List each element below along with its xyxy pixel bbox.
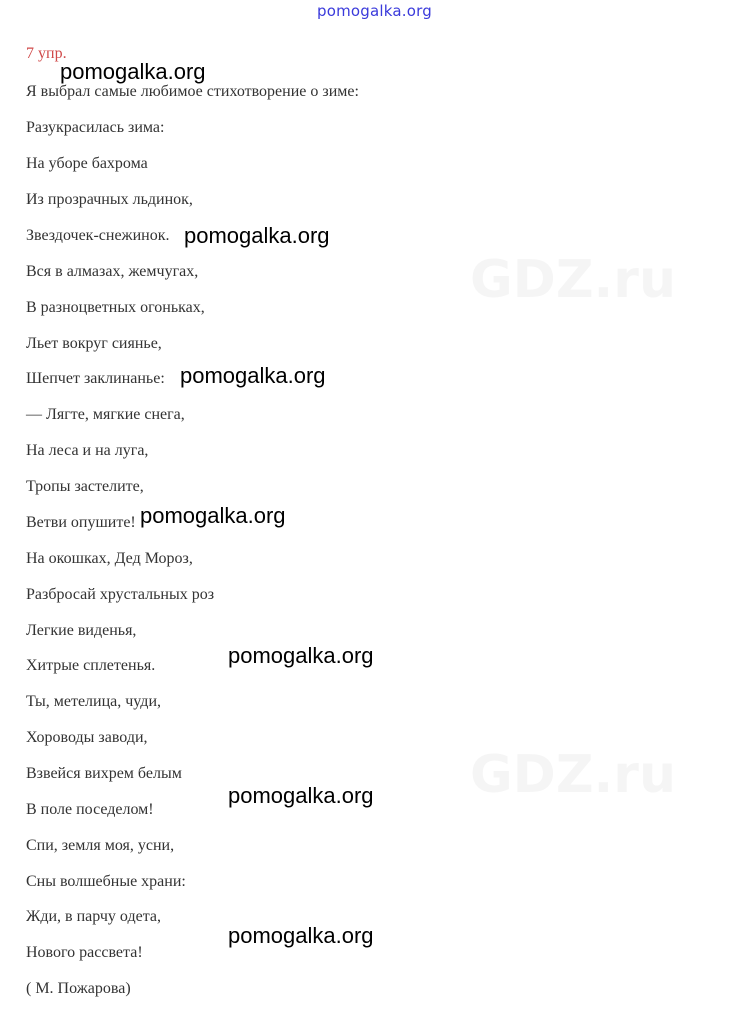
poem-line: Ты, метелица, чуди, xyxy=(26,693,161,710)
poem-line: Легкие виденья, xyxy=(26,622,137,639)
intro-text: Я выбрал самые любимое стихотворение о зиме: xyxy=(26,83,359,100)
poem-line: Нового рассвета! xyxy=(26,944,143,961)
poem-line: ( М. Пожарова) xyxy=(26,980,131,997)
poem-line: Вся в алмазах, жемчугах, xyxy=(26,263,199,280)
faint-background-watermark: GDZ.ru xyxy=(470,745,676,805)
watermark: pomogalka.org xyxy=(60,59,206,84)
poem-line: В разноцветных огоньках, xyxy=(26,299,205,316)
site-header-watermark[interactable]: pomogalka.org xyxy=(317,2,432,20)
watermark: pomogalka.org xyxy=(140,503,286,528)
poem-line: Из прозрачных льдинок, xyxy=(26,191,193,208)
poem-line: Разбросай хрустальных роз xyxy=(26,586,215,603)
faint-background-watermark: GDZ.ru xyxy=(470,250,676,310)
poem-line: Жди, в парчу одета, xyxy=(26,908,161,925)
watermark: pomogalka.org xyxy=(228,783,374,808)
poem-line: В поле поседелом! xyxy=(26,801,154,818)
watermark: pomogalka.org xyxy=(184,223,330,248)
poem-line: Шепчет заклинанье: xyxy=(26,370,165,387)
watermark: pomogalka.org xyxy=(228,643,374,668)
watermark: pomogalka.org xyxy=(228,923,374,948)
poem-line: Ветви опушите! xyxy=(26,514,136,531)
poem-line: На уборе бахрома xyxy=(26,155,148,172)
poem-line: — Лягте, мягкие снега, xyxy=(26,406,185,423)
poem-line: Сны волшебные храни: xyxy=(26,873,186,890)
poem-line: На окошках, Дед Мороз, xyxy=(26,550,193,567)
poem-line: Хитрые сплетенья. xyxy=(26,657,156,674)
poem-line: Льет вокруг сиянье, xyxy=(26,335,162,352)
poem-line: Спи, земля моя, усни, xyxy=(26,837,175,854)
poem-line: Хороводы заводи, xyxy=(26,729,148,746)
poem-line: Разукрасилась зима: xyxy=(26,119,165,136)
watermark: pomogalka.org xyxy=(180,363,326,388)
poem-line: Взвейся вихрем белым xyxy=(26,765,182,782)
poem-line: Звездочек-снежинок. xyxy=(26,227,170,244)
poem-line: На леса и на луга, xyxy=(26,442,149,459)
exercise-number: 7 упр. xyxy=(26,45,67,62)
poem-line: Тропы застелите, xyxy=(26,478,144,495)
